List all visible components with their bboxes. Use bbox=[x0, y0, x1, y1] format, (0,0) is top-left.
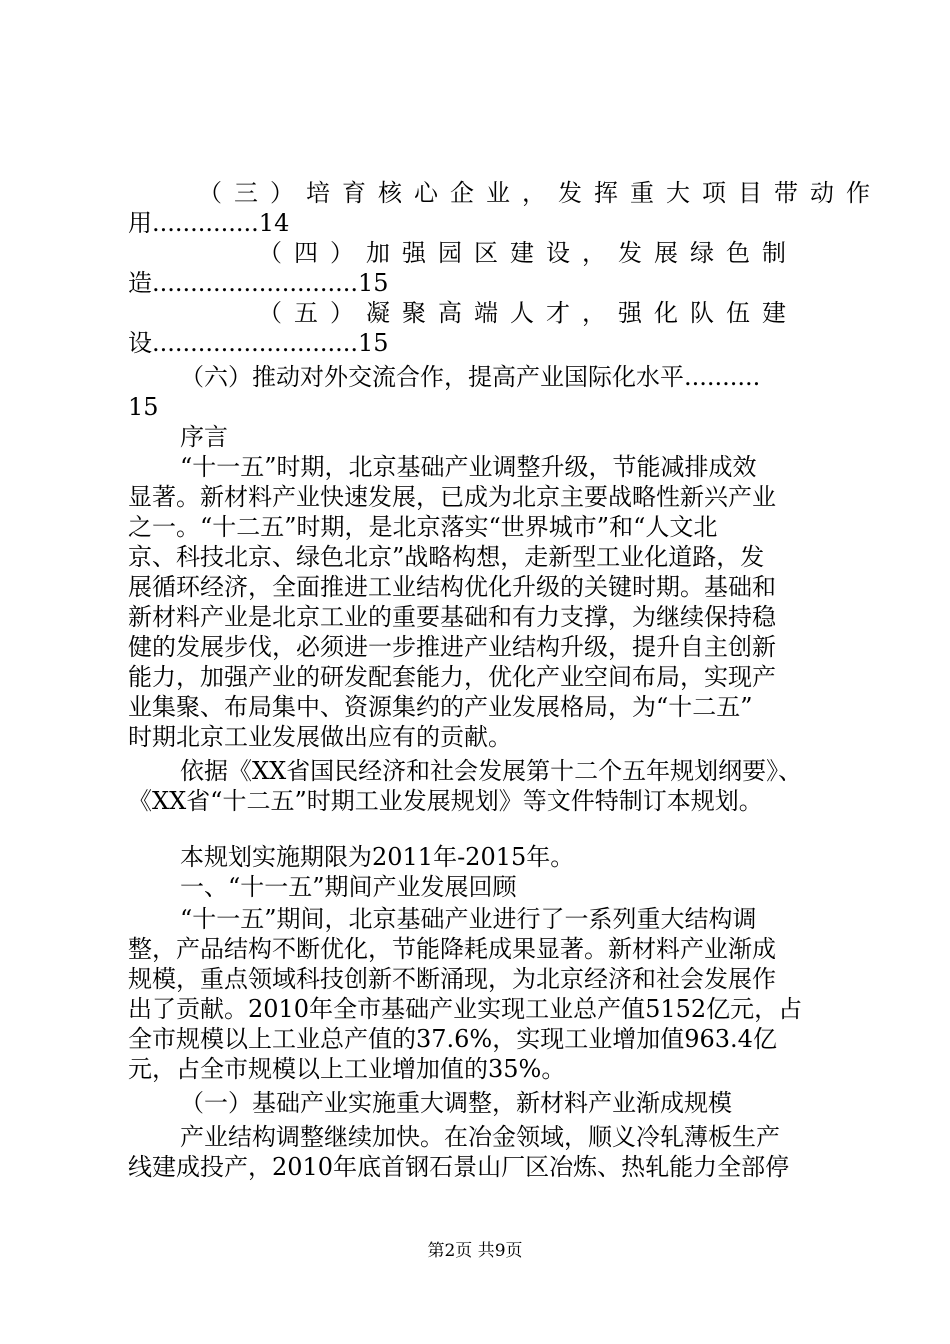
preface-line: 业集聚、布局集中、资源集约的产业发展格局，为“十二五” bbox=[128, 693, 753, 721]
preface-line: 健的发展步伐，必须进一步推进产业结构升级，提升自主创新 bbox=[128, 633, 776, 661]
toc-entry-5: （五）凝聚高端人才，强化队伍建 bbox=[258, 299, 798, 327]
preface-line: 时期北京工业发展做出应有的贡献。 bbox=[128, 723, 512, 751]
preface-line: 之一。“十二五”时期，是北京落实“世界城市”和“人文北 bbox=[128, 513, 718, 541]
subsection-1-line: 产业结构调整继续加快。在冶金领域，顺义冷轧薄板生产 bbox=[180, 1123, 780, 1151]
section-1-line: 元，占全市规模以上工业增加值的35%。 bbox=[128, 1055, 566, 1083]
basis-line: 依据《XX省国民经济和社会发展第十二个五年规划纲要》、 bbox=[180, 757, 803, 785]
preface-line: “十一五”时期，北京基础产业调整升级，节能减排成效 bbox=[180, 453, 757, 481]
toc-entry-3: （三）培育核心企业，发挥重大项目带动作 bbox=[198, 179, 882, 207]
toc-entry-6: （六）推动对外交流合作，提高产业国际化水平.......... bbox=[180, 363, 761, 391]
toc-entry-6-page: 15 bbox=[128, 393, 159, 421]
subsection-1-title: （一）基础产业实施重大调整，新材料产业渐成规模 bbox=[180, 1089, 732, 1117]
section-1-line: 整，产品结构不断优化，节能降耗成果显著。新材料产业渐成 bbox=[128, 935, 776, 963]
toc-entry-3-leader: 用..............14 bbox=[128, 209, 290, 237]
preface-line: 显著。新材料产业快速发展，已成为北京主要战略性新兴产业 bbox=[128, 483, 776, 511]
section-1-title: 一、“十一五”期间产业发展回顾 bbox=[180, 873, 517, 901]
section-1-line: “十一五”期间，北京基础产业进行了一系列重大结构调 bbox=[180, 905, 757, 933]
section-1-line: 规模，重点领域科技创新不断涌现，为北京经济和社会发展作 bbox=[128, 965, 776, 993]
period-line: 本规划实施期限为2011年-2015年。 bbox=[180, 843, 575, 871]
section-1-line: 出了贡献。2010年全市基础产业实现工业总产值5152亿元，占 bbox=[128, 995, 803, 1023]
basis-line: 《XX省“十二五”时期工业发展规划》等文件特制订本规划。 bbox=[128, 787, 763, 815]
page-footer: 第2页 共9页 bbox=[427, 1241, 523, 1261]
subsection-1-line: 线建成投产，2010年底首钢石景山厂区冶炼、热轧能力全部停 bbox=[128, 1153, 790, 1181]
section-1-line: 全市规模以上工业总产值的37.6%，实现工业增加值963.4亿 bbox=[128, 1025, 777, 1053]
preface-line: 京、科技北京、绿色北京”战略构想，走新型工业化道路，发 bbox=[128, 543, 765, 571]
preface-line: 展循环经济，全面推进工业结构优化升级的关键时期。基础和 bbox=[128, 573, 776, 601]
preface-line: 新材料产业是北京工业的重要基础和有力支撑，为继续保持稳 bbox=[128, 603, 776, 631]
toc-entry-5-leader: 设...........................15 bbox=[128, 329, 389, 357]
preface-title: 序言 bbox=[180, 423, 228, 451]
preface-line: 能力，加强产业的研发配套能力，优化产业空间布局，实现产 bbox=[128, 663, 776, 691]
toc-entry-4-leader: 造...........................15 bbox=[128, 269, 389, 297]
toc-entry-4: （四）加强园区建设，发展绿色制 bbox=[258, 239, 798, 267]
